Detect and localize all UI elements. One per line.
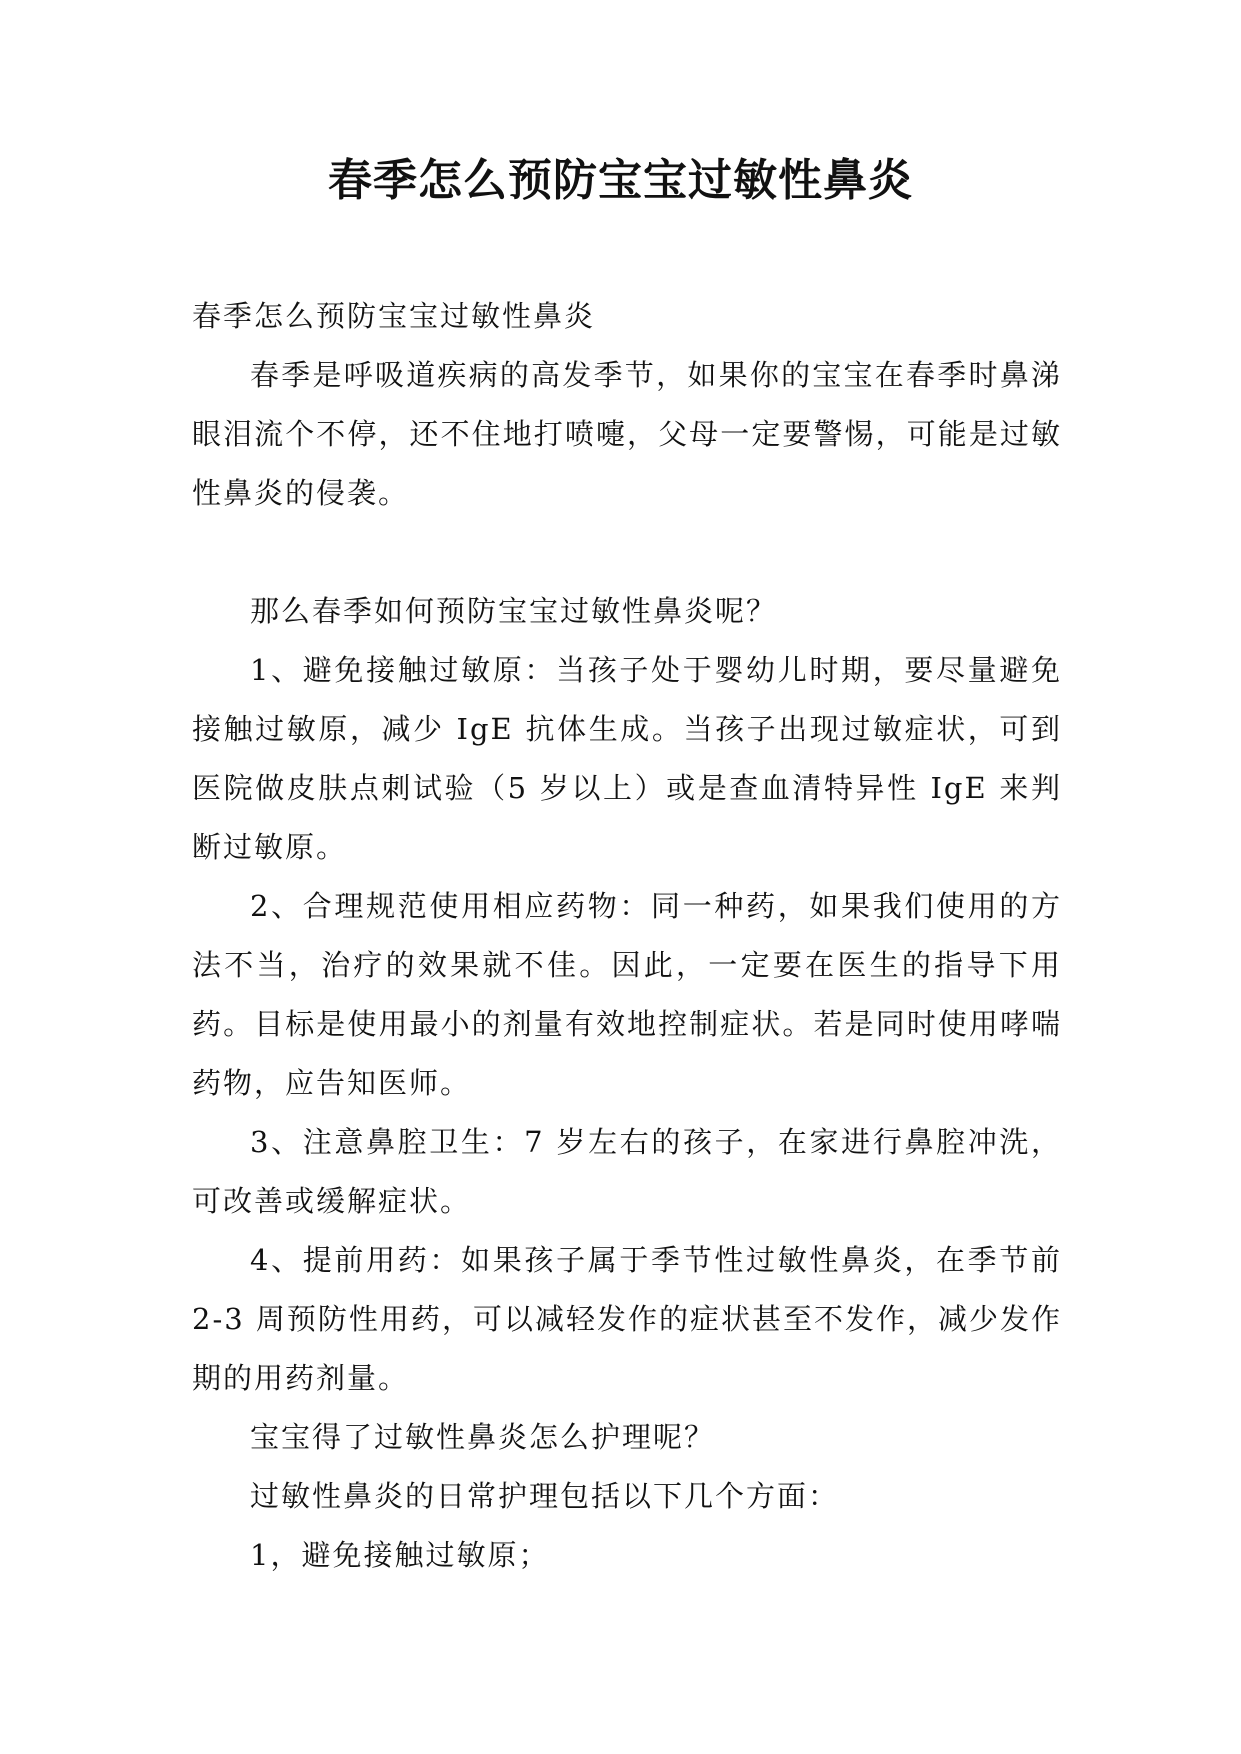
paragraph-care-intro: 过敏性鼻炎的日常护理包括以下几个方面：: [250, 1479, 840, 1513]
document-body: [192, 287, 1062, 1585]
paragraph-care-1: 1，避免接触过敏原；: [250, 1538, 550, 1572]
paragraph-tip-3: 3、注意鼻腔卫生：7 岁左右的孩子，在家进行鼻腔冲洗，可改善或缓解症状。: [192, 1125, 1062, 1218]
paragraph-tip-1: 1、避免接触过敏原：当孩子处于婴幼儿时期，要尽量避免接触过敏原，减少 IgE 抗体生成。当孩子出现过敏症状，可到医院做皮肤点刺试验（5 岁以上）或是查血清特异性 IgE 来判断过敏原。: [192, 653, 1062, 864]
document-title: 春季怎么预防宝宝过敏性鼻炎: [328, 155, 913, 206]
paragraph-subtitle: 春季怎么预防宝宝过敏性鼻炎: [192, 299, 596, 333]
blank-line: [192, 523, 1062, 582]
paragraph-intro: 春季是呼吸道疾病的高发季节，如果你的宝宝在春季时鼻涕眼泪流个不停，还不住地打喷嚏，父母一定要警惕，可能是过敏性鼻炎的侵袭。: [192, 358, 1062, 510]
paragraph-tip-4: 4、提前用药：如果孩子属于季节性过敏性鼻炎，在季节前 2-3 周预防性用药，可以减轻发作的症状甚至不发作，减少发作期的用药剂量。: [192, 1243, 1062, 1395]
paragraph-question-prevention: 那么春季如何预防宝宝过敏性鼻炎呢？: [250, 594, 778, 628]
paragraph-tip-2: 2、合理规范使用相应药物：同一种药，如果我们使用的方法不当，治疗的效果就不佳。因此，一定要在医生的指导下用药。目标是使用最小的剂量有效地控制症状。若是同时使用哮喘药物，应告知医师。: [192, 889, 1062, 1100]
paragraph-question-care: 宝宝得了过敏性鼻炎怎么护理呢？: [250, 1420, 716, 1454]
